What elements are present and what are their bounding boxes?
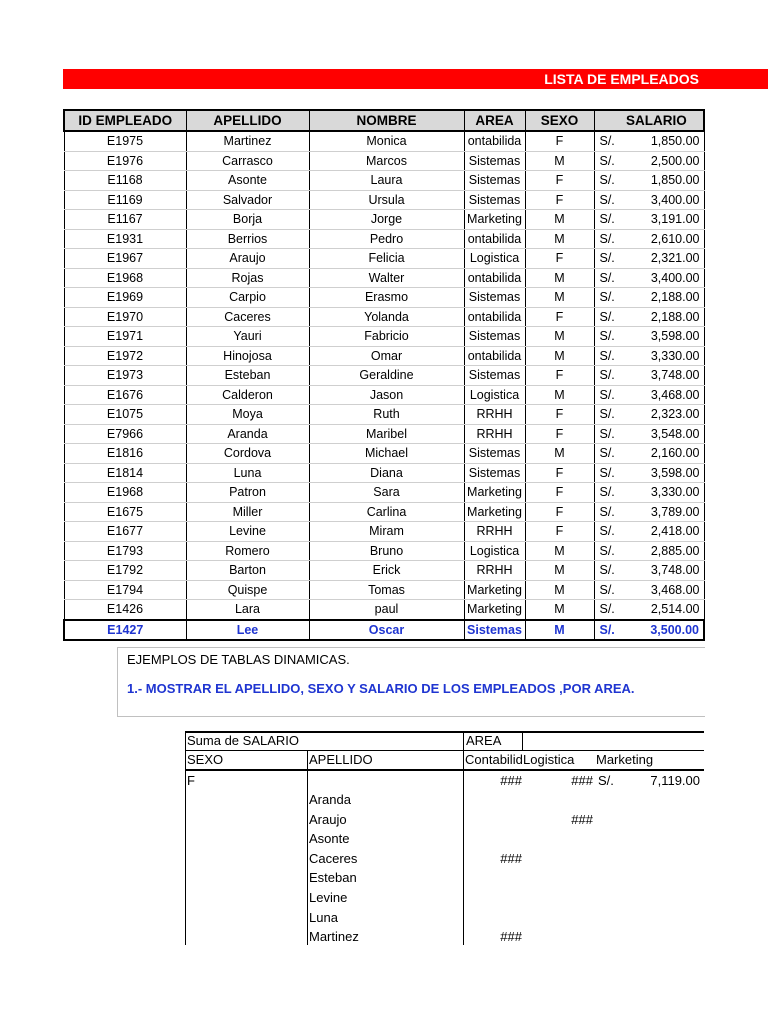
cell-salario: 2,188.00 — [626, 288, 704, 308]
cell-currency: S/. — [594, 151, 626, 171]
cell-nombre: Carlina — [309, 502, 464, 522]
cell-salario: 2,610.00 — [626, 229, 704, 249]
page-title: LISTA DE EMPLEADOS — [544, 71, 699, 87]
col-header-id: ID EMPLEADO — [64, 110, 186, 131]
cell-nombre: Omar — [309, 346, 464, 366]
table-row — [64, 268, 704, 288]
cell-nombre: Ursula — [309, 190, 464, 210]
employee-table-body — [64, 131, 704, 640]
cell-area: Marketing — [464, 600, 525, 620]
cell-id: E1075 — [64, 405, 186, 425]
cell-apellido: Yauri — [186, 327, 309, 347]
table-row — [64, 346, 704, 366]
cell-id: E1975 — [64, 131, 186, 151]
table-row — [64, 288, 704, 308]
cell-area: Sistemas — [464, 171, 525, 191]
table-row — [64, 190, 704, 210]
cell-area: Sistemas — [464, 620, 525, 641]
cell-apellido: Barton — [186, 561, 309, 581]
cell-id: E1426 — [64, 600, 186, 620]
cell-area: RRHH — [464, 561, 525, 581]
cell-id: E1972 — [64, 346, 186, 366]
pivot-row-apellido: Esteban — [309, 870, 357, 886]
cell-id: E1931 — [64, 229, 186, 249]
table-row — [64, 541, 704, 561]
cell-apellido: Levine — [186, 522, 309, 542]
cell-currency: S/. — [594, 561, 626, 581]
cell-sexo: F — [525, 171, 594, 191]
cell-sexo: F — [525, 405, 594, 425]
cell-apellido: Quispe — [186, 580, 309, 600]
table-row — [64, 366, 704, 386]
cell-area: ontabilida — [464, 131, 525, 151]
table-row — [64, 405, 704, 425]
cell-sexo: M — [525, 561, 594, 581]
cell-area: Marketing — [464, 502, 525, 522]
col-header-sexo: SEXO — [525, 110, 594, 131]
cell-currency: S/. — [594, 483, 626, 503]
cell-currency: S/. — [594, 210, 626, 230]
cell-nombre: Walter — [309, 268, 464, 288]
cell-id: E1794 — [64, 580, 186, 600]
cell-salario: 3,191.00 — [626, 210, 704, 230]
cell-apellido: Araujo — [186, 249, 309, 269]
table-row — [64, 580, 704, 600]
cell-nombre: Yolanda — [309, 307, 464, 327]
table-header-row — [64, 110, 704, 131]
cell-nombre: Marcos — [309, 151, 464, 171]
cell-apellido: Cordova — [186, 444, 309, 464]
cell-currency: S/. — [594, 522, 626, 542]
cell-salario: 3,400.00 — [626, 268, 704, 288]
cell-area: ontabilida — [464, 229, 525, 249]
cell-nombre: Jorge — [309, 210, 464, 230]
col-header-area: AREA — [464, 110, 525, 131]
cell-apellido: Carpio — [186, 288, 309, 308]
cell-salario: 3,748.00 — [626, 366, 704, 386]
pivot-col-divider-2 — [463, 731, 464, 945]
table-row — [64, 327, 704, 347]
cell-salario: 1,850.00 — [626, 131, 704, 151]
cell-apellido: Lee — [186, 620, 309, 641]
cell-area: Sistemas — [464, 327, 525, 347]
cell-id: E1970 — [64, 307, 186, 327]
cell-salario: 3,468.00 — [626, 385, 704, 405]
table-row — [64, 463, 704, 483]
cell-apellido: Esteban — [186, 366, 309, 386]
cell-id: E1167 — [64, 210, 186, 230]
cell-currency: S/. — [594, 502, 626, 522]
cell-nombre: Erick — [309, 561, 464, 581]
pivot-row-field-sexo: SEXO — [187, 752, 224, 767]
cell-nombre: Fabricio — [309, 327, 464, 347]
cell-nombre: Felicia — [309, 249, 464, 269]
cell-id: E1973 — [64, 366, 186, 386]
cell-sexo: F — [525, 131, 594, 151]
cell-salario: 3,330.00 — [626, 346, 704, 366]
cell-id: E1969 — [64, 288, 186, 308]
pivot-left-border — [185, 731, 186, 945]
cell-sexo: M — [525, 327, 594, 347]
col-header-nombre: NOMBRE — [309, 110, 464, 131]
cell-salario: 3,500.00 — [626, 620, 704, 641]
pivot-row-apellido: Aranda — [309, 792, 351, 807]
cell-id: E1675 — [64, 502, 186, 522]
cell-currency: S/. — [594, 444, 626, 464]
table-row — [64, 444, 704, 464]
cell-id: E1967 — [64, 249, 186, 269]
table-row — [64, 171, 704, 191]
cell-area: ontabilida — [464, 346, 525, 366]
cell-currency: S/. — [594, 366, 626, 386]
cell-nombre: paul — [309, 600, 464, 620]
pivot-row-contabilidad: ### — [500, 850, 522, 866]
cell-apellido: Carrasco — [186, 151, 309, 171]
cell-salario: 2,323.00 — [626, 405, 704, 425]
col-header-salario-spacer — [594, 110, 626, 131]
cell-area: Sistemas — [464, 288, 525, 308]
cell-sexo: M — [525, 541, 594, 561]
cell-id: E1814 — [64, 463, 186, 483]
cell-area: ontabilida — [464, 307, 525, 327]
cell-currency: S/. — [594, 327, 626, 347]
cell-currency: S/. — [594, 229, 626, 249]
pivot-group-f: F — [187, 773, 195, 788]
cell-apellido: Asonte — [186, 171, 309, 191]
cell-area: RRHH — [464, 424, 525, 444]
cell-id: E1677 — [64, 522, 186, 542]
cell-currency: S/. — [594, 405, 626, 425]
cell-salario: 2,514.00 — [626, 600, 704, 620]
cell-area: RRHH — [464, 522, 525, 542]
cell-id: E1169 — [64, 190, 186, 210]
cell-area: RRHH — [464, 405, 525, 425]
cell-sexo: M — [525, 580, 594, 600]
cell-area: Logistica — [464, 385, 525, 405]
cell-salario: 3,468.00 — [626, 580, 704, 600]
cell-id: E1971 — [64, 327, 186, 347]
cell-currency: S/. — [594, 424, 626, 444]
cell-area: Sistemas — [464, 151, 525, 171]
cell-apellido: Luna — [186, 463, 309, 483]
cell-apellido: Berrios — [186, 229, 309, 249]
pivot-group-contabilidad: ### — [500, 773, 522, 788]
cell-apellido: Hinojosa — [186, 346, 309, 366]
cell-nombre: Tomas — [309, 580, 464, 600]
cell-nombre: Monica — [309, 131, 464, 151]
pivot-group-marketing: 7,119.00 — [650, 773, 700, 788]
cell-area: Sistemas — [464, 190, 525, 210]
cell-id: E1676 — [64, 385, 186, 405]
cell-sexo: F — [525, 522, 594, 542]
cell-area: Sistemas — [464, 444, 525, 464]
table-row — [64, 229, 704, 249]
cell-currency: S/. — [594, 249, 626, 269]
cell-apellido: Borja — [186, 210, 309, 230]
table-row — [64, 249, 704, 269]
cell-currency: S/. — [594, 131, 626, 151]
cell-salario: 3,748.00 — [626, 561, 704, 581]
cell-salario: 2,188.00 — [626, 307, 704, 327]
cell-apellido: Moya — [186, 405, 309, 425]
cell-currency: S/. — [594, 190, 626, 210]
cell-nombre: Oscar — [309, 620, 464, 641]
col-header-apellido: APELLIDO — [186, 110, 309, 131]
pivot-row-apellido: Martinez — [309, 929, 359, 945]
cell-salario: 3,548.00 — [626, 424, 704, 444]
col-header-salario: SALARIO — [626, 110, 704, 131]
cell-nombre: Miram — [309, 522, 464, 542]
cell-sexo: M — [525, 600, 594, 620]
cell-id: E1793 — [64, 541, 186, 561]
table-row — [64, 561, 704, 581]
cell-area: Logistica — [464, 541, 525, 561]
cell-id: E1816 — [64, 444, 186, 464]
table-row — [64, 210, 704, 230]
cell-area: Sistemas — [464, 463, 525, 483]
cell-currency: S/. — [594, 346, 626, 366]
cell-salario: 2,885.00 — [626, 541, 704, 561]
cell-sexo: M — [525, 210, 594, 230]
cell-nombre: Bruno — [309, 541, 464, 561]
cell-apellido: Aranda — [186, 424, 309, 444]
cell-id: E1968 — [64, 483, 186, 503]
cell-area: Marketing — [464, 483, 525, 503]
cell-id: E1792 — [64, 561, 186, 581]
cell-sexo: M — [525, 620, 594, 641]
pivot-col-divider-1 — [307, 750, 308, 945]
cell-salario: 2,500.00 — [626, 151, 704, 171]
cell-apellido: Romero — [186, 541, 309, 561]
table-row — [64, 483, 704, 503]
table-row — [64, 424, 704, 444]
cell-currency: S/. — [594, 288, 626, 308]
cell-nombre: Michael — [309, 444, 464, 464]
pivot-col-marketing: Marketing — [596, 752, 654, 767]
pivot-row-apellido: Luna — [309, 909, 338, 925]
cell-currency: S/. — [594, 541, 626, 561]
cell-sexo: M — [525, 151, 594, 171]
cell-sexo: F — [525, 463, 594, 483]
cell-area: ontabilida — [464, 268, 525, 288]
cell-apellido: Lara — [186, 600, 309, 620]
cell-sexo: M — [525, 444, 594, 464]
cell-currency: S/. — [594, 307, 626, 327]
employee-table — [63, 109, 705, 641]
table-row — [64, 385, 704, 405]
cell-id: E7966 — [64, 424, 186, 444]
pivot-group-logistica: ### — [571, 773, 593, 788]
pivot-row-apellido: Araujo — [309, 811, 347, 827]
cell-salario: 3,400.00 — [626, 190, 704, 210]
cell-area: Marketing — [464, 580, 525, 600]
cell-id: E1427 — [64, 620, 186, 641]
cell-sexo: M — [525, 385, 594, 405]
cell-salario: 2,418.00 — [626, 522, 704, 542]
cell-area: Marketing — [464, 210, 525, 230]
example-1-text: 1.- MOSTRAR EL APELLIDO, SEXO Y SALARIO DE LOS EMPLEADOS ,POR AREA. — [127, 681, 635, 696]
cell-sexo: F — [525, 307, 594, 327]
table-row — [64, 307, 704, 327]
cell-id: E1168 — [64, 171, 186, 191]
cell-apellido: Rojas — [186, 268, 309, 288]
cell-apellido: Miller — [186, 502, 309, 522]
cell-apellido: Martinez — [186, 131, 309, 151]
pivot-column-field: AREA — [466, 733, 502, 748]
cell-sexo: M — [525, 346, 594, 366]
cell-sexo: F — [525, 483, 594, 503]
pivot-row-field-apellido: APELLIDO — [309, 752, 373, 767]
pivot-group-currency: S/. — [598, 773, 614, 788]
cell-area: Sistemas — [464, 366, 525, 386]
pivot-row-apellido: Levine — [309, 890, 348, 905]
examples-heading: EJEMPLOS DE TABLAS DINAMICAS. — [127, 652, 350, 667]
pivot-col-contabilidad: Contabilid — [465, 752, 523, 767]
cell-sexo: F — [525, 424, 594, 444]
cell-salario: 3,789.00 — [626, 502, 704, 522]
cell-nombre: Maribel — [309, 424, 464, 444]
cell-nombre: Ruth — [309, 405, 464, 425]
cell-currency: S/. — [594, 580, 626, 600]
cell-sexo: F — [525, 249, 594, 269]
pivot-value-label: Suma de SALARIO — [187, 733, 299, 748]
pivot-row-apellido: Caceres — [309, 850, 358, 866]
cell-currency: S/. — [594, 268, 626, 288]
pivot-row-logistica: ### — [571, 811, 593, 827]
table-row — [64, 522, 704, 542]
cell-salario: 3,598.00 — [626, 327, 704, 347]
table-row — [64, 620, 704, 641]
cell-currency: S/. — [594, 171, 626, 191]
pivot-col-divider-3 — [522, 731, 523, 751]
cell-nombre: Erasmo — [309, 288, 464, 308]
pivot-row-apellido: Asonte — [309, 831, 350, 847]
cell-apellido: Caceres — [186, 307, 309, 327]
cell-currency: S/. — [594, 463, 626, 483]
cell-currency: S/. — [594, 620, 626, 641]
cell-sexo: F — [525, 366, 594, 386]
cell-sexo: F — [525, 190, 594, 210]
cell-salario: 1,850.00 — [626, 171, 704, 191]
cell-nombre: Diana — [309, 463, 464, 483]
cell-nombre: Geraldine — [309, 366, 464, 386]
cell-currency: S/. — [594, 385, 626, 405]
table-row — [64, 131, 704, 151]
cell-salario: 2,160.00 — [626, 444, 704, 464]
cell-salario: 3,598.00 — [626, 463, 704, 483]
title-banner — [63, 69, 768, 89]
table-row — [64, 502, 704, 522]
cell-apellido: Calderon — [186, 385, 309, 405]
cell-sexo: M — [525, 268, 594, 288]
cell-sexo: F — [525, 502, 594, 522]
examples-box — [117, 647, 705, 717]
cell-salario: 3,330.00 — [626, 483, 704, 503]
cell-apellido: Patron — [186, 483, 309, 503]
pivot-row-contabilidad: ### — [500, 929, 522, 945]
cell-sexo: M — [525, 288, 594, 308]
table-row — [64, 600, 704, 620]
cell-sexo: M — [525, 229, 594, 249]
cell-nombre: Jason — [309, 385, 464, 405]
cell-nombre: Pedro — [309, 229, 464, 249]
cell-id: E1976 — [64, 151, 186, 171]
table-row — [64, 151, 704, 171]
cell-apellido: Salvador — [186, 190, 309, 210]
cell-currency: S/. — [594, 600, 626, 620]
pivot-col-logistica: Logistica — [523, 752, 575, 767]
cell-area: Logistica — [464, 249, 525, 269]
cell-nombre: Sara — [309, 483, 464, 503]
cell-id: E1968 — [64, 268, 186, 288]
cell-salario: 2,321.00 — [626, 249, 704, 269]
pivot-table — [185, 731, 704, 945]
cell-nombre: Laura — [309, 171, 464, 191]
